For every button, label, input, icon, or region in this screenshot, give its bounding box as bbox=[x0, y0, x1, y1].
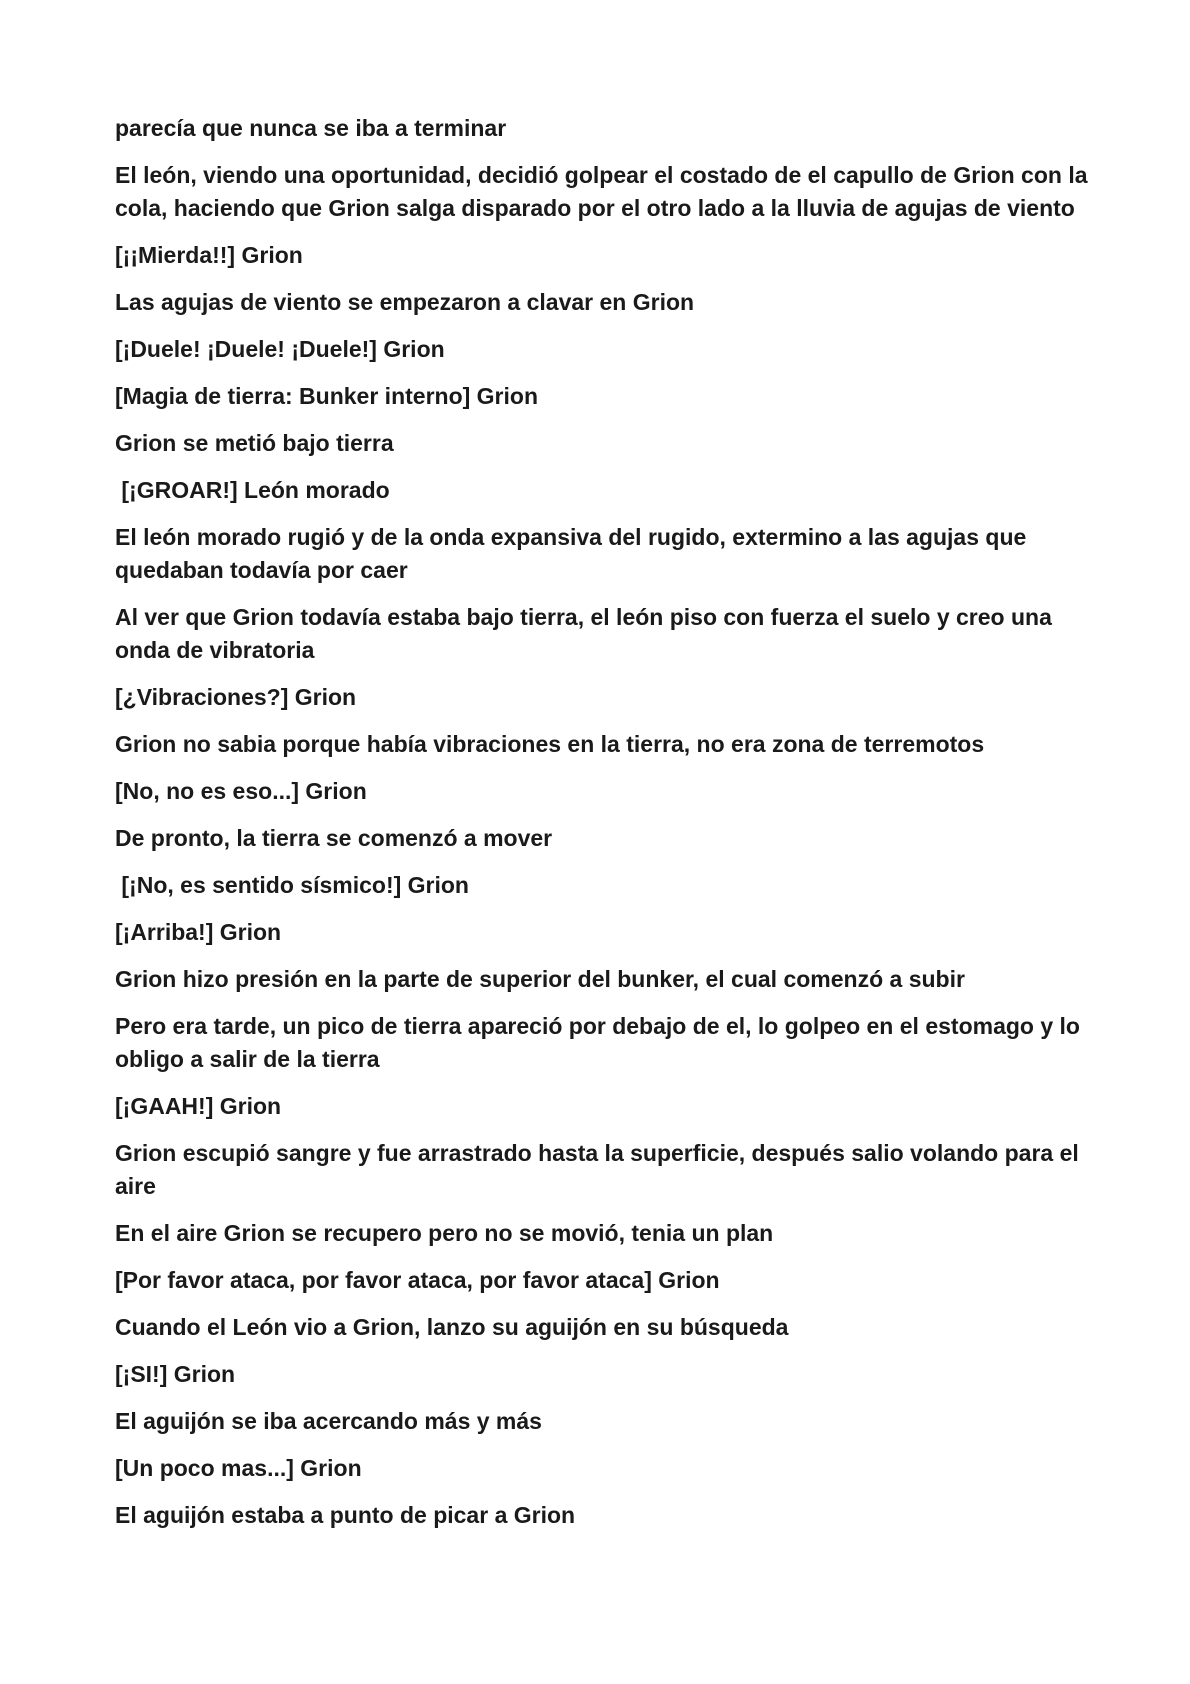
paragraph-20: Grion escupió sangre y fue arrastrado hasta la superficie, después salio volando para el aire bbox=[115, 1140, 1086, 1199]
paragraph-1: parecía que nunca se iba a terminar bbox=[115, 115, 507, 141]
paragraph-23: Cuando el León vio a Grion, lanzo su aguijón en su búsqueda bbox=[115, 1314, 789, 1340]
paragraph-4: Las agujas de viento se empezaron a clavar en Grion bbox=[115, 289, 695, 315]
paragraph-15: [¡No, es sentido sísmico!] Grion bbox=[115, 872, 469, 898]
paragraph-9: El león morado rugió y de la onda expansiva del rugido, extermino a las agujas que quedaban todavía por caer bbox=[115, 524, 1033, 583]
paragraph-3: [¡¡Mierda!!] Grion bbox=[115, 242, 303, 268]
paragraph-24: [¡SI!] Grion bbox=[115, 1361, 236, 1387]
paragraph-14: De pronto, la tierra se comenzó a mover bbox=[115, 825, 553, 851]
paragraph-19: [¡GAAH!] Grion bbox=[115, 1093, 282, 1119]
paragraph-2: El león, viendo una oportunidad, decidió golpear el costado de el capullo de Grion con la cola, haciendo que Grion salga disparado por el otro lado a la lluvia de agujas de viento bbox=[115, 162, 1094, 221]
paragraph-17: Grion hizo presión en la parte de superior del bunker, el cual comenzó a subir bbox=[115, 966, 965, 992]
paragraph-25: El aguijón se iba acercando más y más bbox=[115, 1408, 542, 1434]
paragraph-12: Grion no sabia porque había vibraciones en la tierra, no era zona de terremotos bbox=[115, 731, 985, 757]
paragraph-7: Grion se metió bajo tierra bbox=[115, 430, 394, 456]
paragraph-21: En el aire Grion se recupero pero no se movió, tenia un plan bbox=[115, 1220, 774, 1246]
paragraph-13: [No, no es eso...] Grion bbox=[115, 778, 367, 804]
paragraph-11: [¿Vibraciones?] Grion bbox=[115, 684, 357, 710]
paragraph-26: [Un poco mas...] Grion bbox=[115, 1455, 362, 1481]
paragraph-6: [Magia de tierra: Bunker interno] Grion bbox=[115, 383, 538, 409]
document-page bbox=[115, 112, 1095, 1546]
paragraph-10: Al ver que Grion todavía estaba bajo tierra, el león piso con fuerza el suelo y creo una onda de vibratoria bbox=[115, 604, 1059, 663]
paragraph-27: El aguijón estaba a punto de picar a Grion bbox=[115, 1502, 576, 1528]
paragraph-22: [Por favor ataca, por favor ataca, por favor ataca] Grion bbox=[115, 1267, 720, 1293]
paragraph-8: [¡GROAR!] León morado bbox=[115, 477, 390, 503]
paragraph-16: [¡Arriba!] Grion bbox=[115, 919, 282, 945]
paragraph-5: [¡Duele! ¡Duele! ¡Duele!] Grion bbox=[115, 336, 445, 362]
paragraph-18: Pero era tarde, un pico de tierra apareció por debajo de el, lo golpeo en el estomago y lo obligo a salir de la tierra bbox=[115, 1013, 1087, 1072]
